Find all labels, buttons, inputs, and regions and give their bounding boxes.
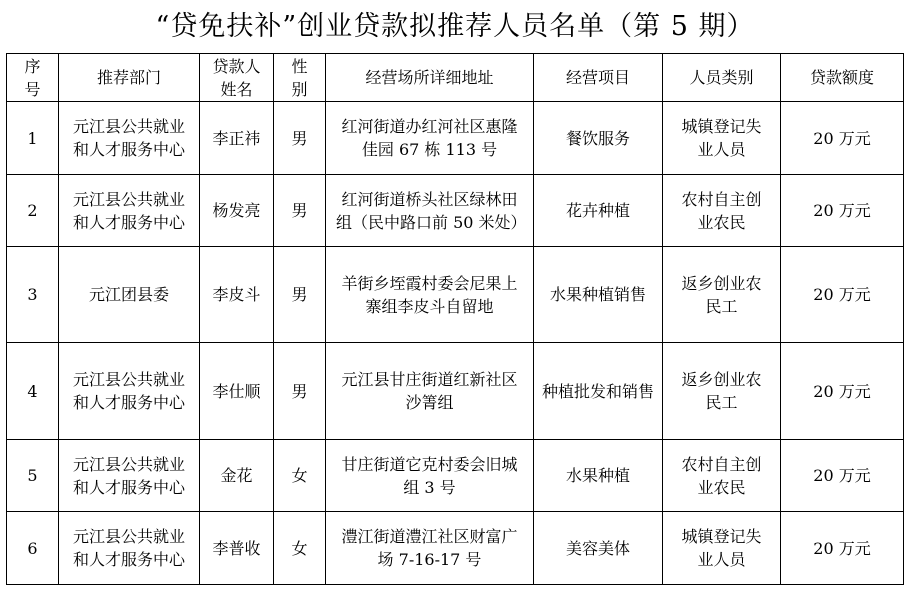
cell-amount: 20 万元 <box>781 343 904 440</box>
cell-type: 返乡创业农民工 <box>663 343 781 440</box>
cell-name: 金花 <box>200 440 274 512</box>
cell-name: 李普收 <box>200 512 274 585</box>
cell-dept: 元江县公共就业和人才服务中心 <box>59 175 200 247</box>
cell-project: 餐饮服务 <box>534 102 663 175</box>
table-row <box>7 512 904 585</box>
header-seq: 序号 <box>7 54 59 102</box>
cell-gender: 男 <box>274 343 326 440</box>
cell-project: 水果种植销售 <box>534 247 663 343</box>
cell-dept: 元江县公共就业和人才服务中心 <box>59 512 200 585</box>
cell-dept: 元江县公共就业和人才服务中心 <box>59 440 200 512</box>
cell-gender: 男 <box>274 102 326 175</box>
header-name: 贷款人姓名 <box>200 54 274 102</box>
cell-address: 澧江街道澧江社区财富广场 7-16-17 号 <box>326 512 534 585</box>
cell-dept: 元江团县委 <box>59 247 200 343</box>
cell-project: 美容美体 <box>534 512 663 585</box>
cell-gender: 女 <box>274 512 326 585</box>
cell-amount: 20 万元 <box>781 102 904 175</box>
cell-dept: 元江县公共就业和人才服务中心 <box>59 343 200 440</box>
table-row <box>7 343 904 440</box>
cell-name: 李正祎 <box>200 102 274 175</box>
cell-address: 羊街乡垤霞村委会尼果上寨组李皮斗自留地 <box>326 247 534 343</box>
cell-amount: 20 万元 <box>781 440 904 512</box>
cell-seq: 1 <box>7 102 59 175</box>
cell-project: 水果种植 <box>534 440 663 512</box>
cell-amount: 20 万元 <box>781 512 904 585</box>
cell-type: 农村自主创业农民 <box>663 440 781 512</box>
cell-amount: 20 万元 <box>781 175 904 247</box>
cell-type: 返乡创业农民工 <box>663 247 781 343</box>
header-project: 经营项目 <box>534 54 663 102</box>
cell-address: 红河街道桥头社区绿林田组（民中路口前 50 米处） <box>326 175 534 247</box>
table-row <box>7 440 904 512</box>
cell-address: 红河街道办红河社区惠隆佳园 67 栋 113 号 <box>326 102 534 175</box>
header-row <box>7 54 904 102</box>
cell-project: 花卉种植 <box>534 175 663 247</box>
cell-seq: 4 <box>7 343 59 440</box>
header-dept: 推荐部门 <box>59 54 200 102</box>
cell-type: 城镇登记失业人员 <box>663 102 781 175</box>
cell-amount: 20 万元 <box>781 247 904 343</box>
cell-seq: 3 <box>7 247 59 343</box>
cell-seq: 2 <box>7 175 59 247</box>
table-row <box>7 247 904 343</box>
header-gender: 性别 <box>274 54 326 102</box>
cell-gender: 男 <box>274 247 326 343</box>
header-address: 经营场所详细地址 <box>326 54 534 102</box>
cell-address: 元江县甘庄街道红新社区沙箐组 <box>326 343 534 440</box>
document-title: “贷免扶补”创业贷款拟推荐人员名单（第 5 期） <box>155 11 755 42</box>
cell-seq: 5 <box>7 440 59 512</box>
table-row <box>7 175 904 247</box>
cell-name: 李仕顺 <box>200 343 274 440</box>
header-type: 人员类别 <box>663 54 781 102</box>
cell-gender: 女 <box>274 440 326 512</box>
cell-type: 农村自主创业农民 <box>663 175 781 247</box>
cell-name: 杨发亮 <box>200 175 274 247</box>
header-amount: 贷款额度 <box>781 54 904 102</box>
cell-gender: 男 <box>274 175 326 247</box>
cell-address: 甘庄街道它克村委会旧城组 3 号 <box>326 440 534 512</box>
cell-dept: 元江县公共就业和人才服务中心 <box>59 102 200 175</box>
cell-name: 李皮斗 <box>200 247 274 343</box>
recommended-applicants-table <box>6 53 904 585</box>
table-row <box>7 102 904 175</box>
cell-seq: 6 <box>7 512 59 585</box>
cell-project: 种植批发和销售 <box>534 343 663 440</box>
cell-type: 城镇登记失业人员 <box>663 512 781 585</box>
